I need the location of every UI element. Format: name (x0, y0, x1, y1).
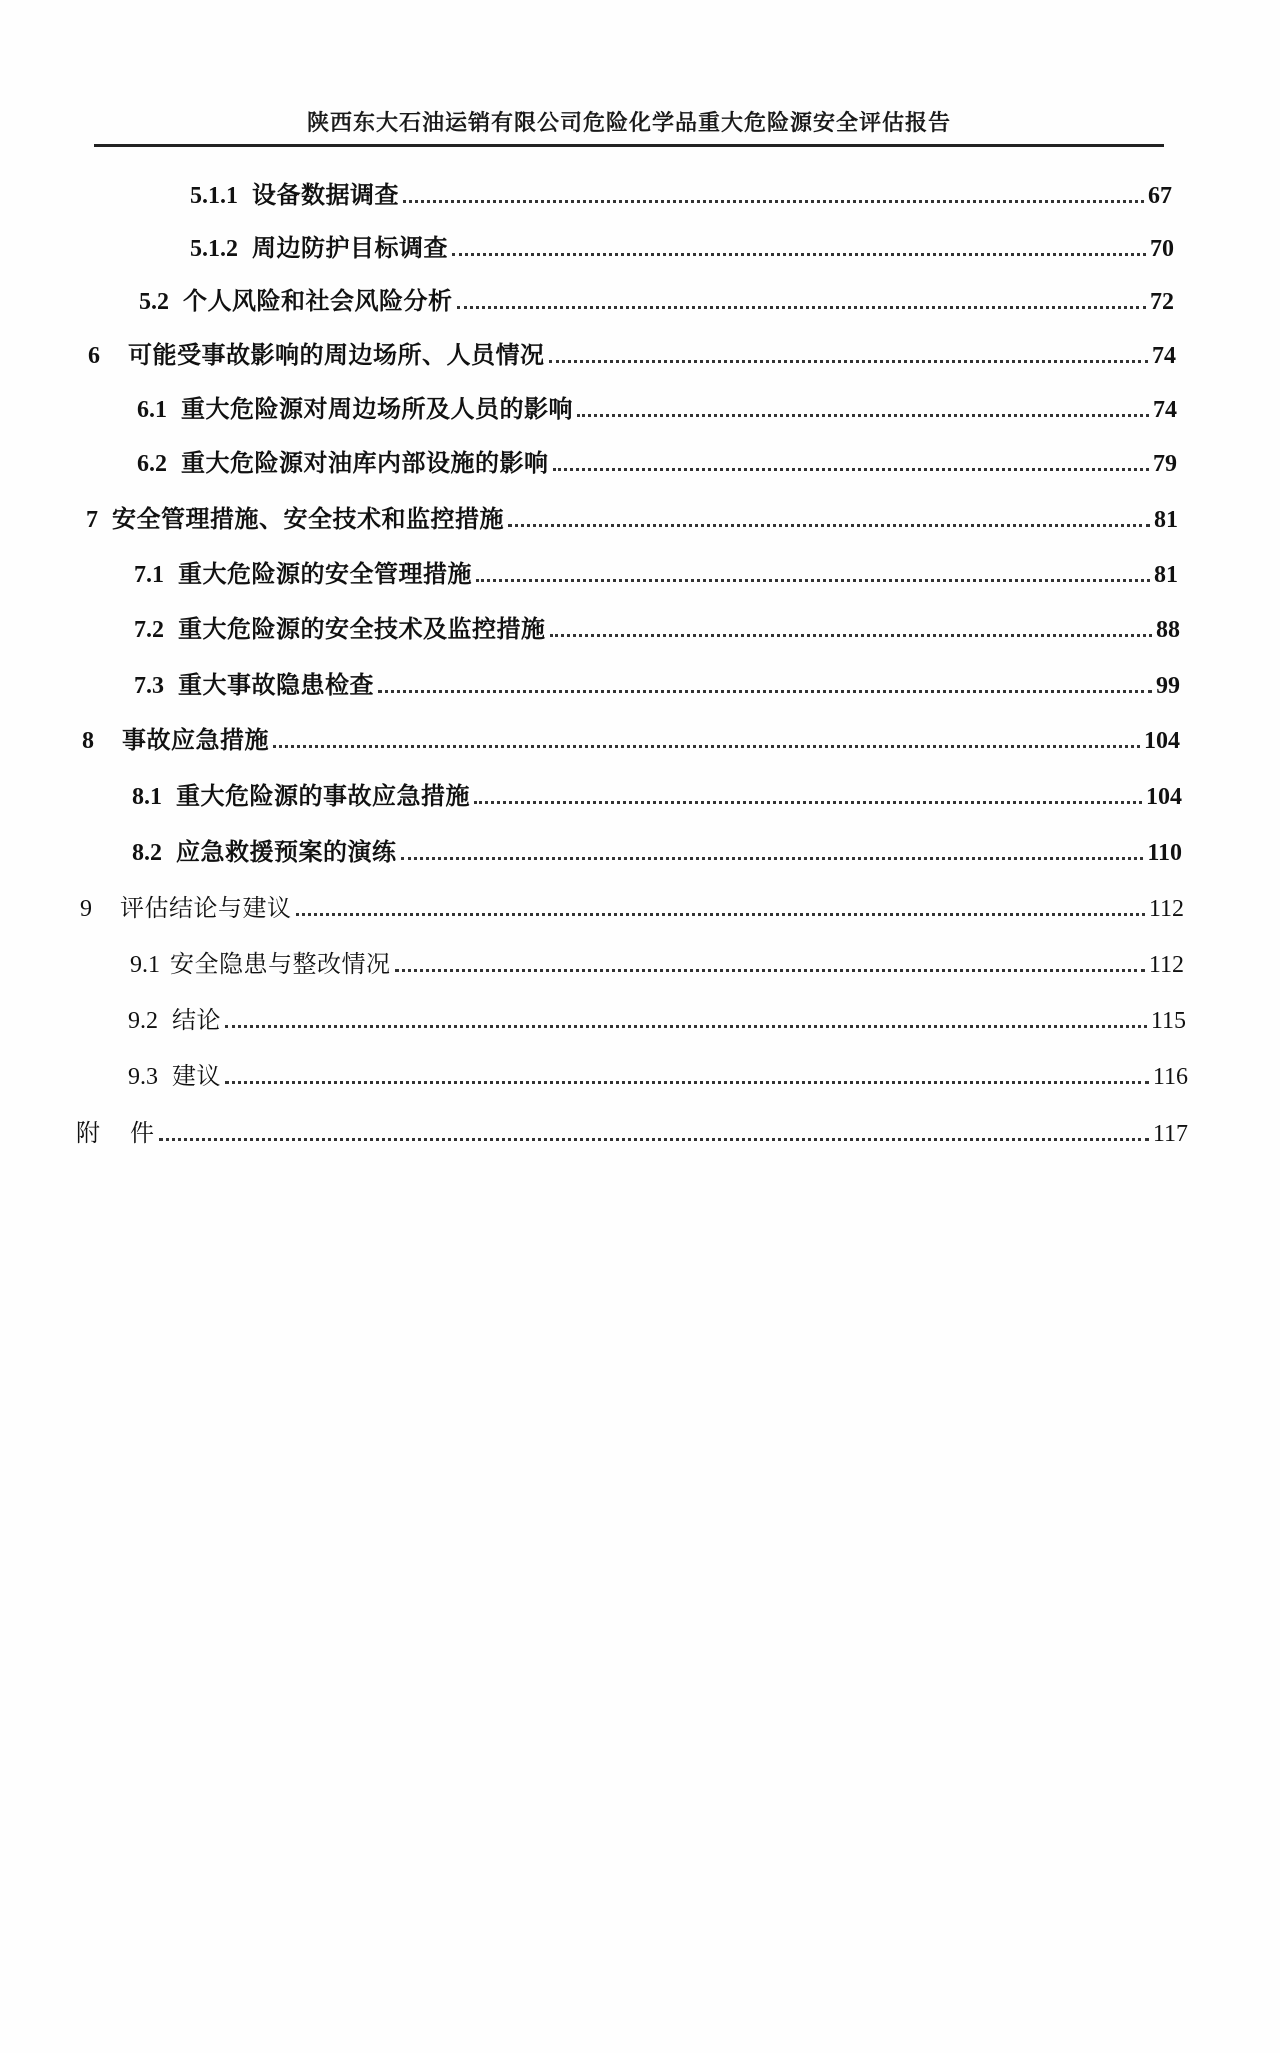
toc-entry-9-3[interactable] (128, 1057, 1188, 1091)
toc-entry-page: 74 (1152, 343, 1176, 369)
header-title: 陕西东大石油运销有限公司危险化学品重大危险源安全评估报告 (306, 110, 951, 136)
toc-leader-dots (225, 1081, 1149, 1084)
toc-entry-title: 重大危险源对油库内部设施的影响 (181, 448, 549, 477)
toc-leader-dots (273, 745, 1140, 748)
toc-entry-title: 安全管理措施、安全技术和监控措施 (112, 504, 504, 533)
toc-entry-page: 112 (1148, 896, 1184, 922)
toc-entry-5-1-2[interactable] (190, 229, 1174, 263)
toc-leader-dots (452, 253, 1146, 256)
toc-leader-dots (553, 468, 1150, 471)
toc-entry-number: 6.2 (137, 451, 167, 477)
toc-entry-5-2[interactable] (139, 282, 1174, 316)
toc-entry-number: 7 (86, 507, 98, 533)
toc-leader-dots (225, 1025, 1147, 1028)
toc-entry-page: 79 (1153, 451, 1177, 477)
toc-entry-number: 9.3 (128, 1064, 158, 1090)
toc-entry-title: 应急救援预案的演练 (176, 837, 397, 866)
toc-entry-title: 周边防护目标调查 (252, 233, 448, 262)
toc-entry-title: 重大危险源对周边场所及人员的影响 (181, 394, 573, 423)
toc-entry-title: 建议 (172, 1062, 221, 1090)
toc-entry-9[interactable] (80, 889, 1184, 923)
toc-entry-number: 9 (80, 896, 92, 922)
toc-leader-dots (403, 200, 1144, 203)
toc-entry-page: 99 (1156, 673, 1180, 699)
toc-entry-6-2[interactable] (137, 444, 1177, 478)
toc-entry-title: 设备数据调查 (252, 180, 399, 209)
toc-entry-page: 74 (1153, 397, 1177, 423)
toc-entry-page: 67 (1148, 183, 1172, 209)
toc-entry-9-2[interactable] (128, 1001, 1186, 1035)
toc-leader-dots (549, 360, 1149, 363)
toc-entry-number: 8.2 (132, 840, 162, 866)
toc-entry-number: 5.1.1 (190, 183, 238, 209)
toc-entry-page: 104 (1144, 728, 1180, 754)
toc-entry-page: 70 (1150, 236, 1174, 262)
toc-entry-number: 5.1.2 (190, 236, 238, 262)
toc-entry-page: 117 (1152, 1121, 1188, 1147)
toc-leader-dots (401, 857, 1144, 860)
toc-leader-dots (395, 969, 1145, 972)
toc-entry-page: 81 (1154, 562, 1178, 588)
toc-entry-page: 110 (1147, 840, 1182, 866)
toc-entry-title: 个人风险和社会风险分析 (183, 286, 453, 315)
toc-entry-number: 附 (76, 1119, 100, 1147)
toc-leader-dots (476, 579, 1150, 582)
toc-leader-dots (159, 1138, 1149, 1141)
toc-entry-number: 5.2 (139, 289, 169, 315)
toc-entry-page: 112 (1148, 952, 1184, 978)
toc-entry-number: 8.1 (132, 784, 162, 810)
toc-entry-8-1[interactable] (132, 777, 1182, 811)
toc-entry-title: 结论 (172, 1006, 221, 1034)
toc-entry-title: 重大危险源的事故应急措施 (176, 781, 470, 810)
toc-entry-7-1[interactable] (134, 555, 1178, 589)
toc-entry-title: 重大危险源的安全管理措施 (178, 559, 472, 588)
toc-entry-7[interactable] (86, 500, 1178, 534)
toc-entry-number: 9.2 (128, 1008, 158, 1034)
toc-entry-7-3[interactable] (134, 666, 1180, 700)
toc-entry-title: 事故应急措施 (122, 725, 269, 754)
toc-entry-number: 7.1 (134, 562, 164, 588)
toc-entry-title: 件 (130, 1119, 155, 1147)
toc-entry-9-1[interactable] (130, 945, 1184, 979)
toc-entry-title: 安全隐患与整改情况 (170, 950, 391, 978)
toc-entry-number: 7.3 (134, 673, 164, 699)
toc-leader-dots (378, 690, 1152, 693)
toc-entry-appendix[interactable] (76, 1114, 1188, 1148)
toc-entry-page: 88 (1156, 617, 1180, 643)
toc-leader-dots (550, 634, 1153, 637)
toc-entry-number: 8 (82, 728, 94, 754)
toc-leader-dots (577, 414, 1149, 417)
toc-entry-page: 115 (1150, 1008, 1186, 1034)
toc-entry-8-2[interactable] (132, 833, 1182, 867)
toc-entry-title: 重大危险源的安全技术及监控措施 (178, 614, 546, 643)
toc-entry-title: 评估结论与建议 (120, 894, 292, 922)
toc-entry-8[interactable] (82, 721, 1180, 755)
toc-entry-number: 6.1 (137, 397, 167, 423)
toc-leader-dots (296, 913, 1145, 916)
toc-entry-number: 6 (88, 343, 100, 369)
toc-entry-page: 116 (1152, 1064, 1188, 1090)
toc-entry-6-1[interactable] (137, 390, 1177, 424)
toc-entry-page: 72 (1150, 289, 1174, 315)
toc-leader-dots (508, 524, 1150, 527)
toc-leader-dots (457, 306, 1147, 309)
toc-entry-6[interactable] (88, 336, 1176, 370)
toc-leader-dots (474, 801, 1142, 804)
toc-entry-7-2[interactable] (134, 610, 1180, 644)
toc-entry-page: 81 (1154, 507, 1178, 533)
toc-entry-5-1-1[interactable] (190, 176, 1172, 210)
toc-entry-title: 可能受事故影响的周边场所、人员情况 (128, 340, 545, 369)
toc-entry-number: 9.1 (130, 952, 160, 978)
toc-entry-number: 7.2 (134, 617, 164, 643)
toc-entry-title: 重大事故隐患检查 (178, 670, 374, 699)
toc-entry-page: 104 (1146, 784, 1182, 810)
